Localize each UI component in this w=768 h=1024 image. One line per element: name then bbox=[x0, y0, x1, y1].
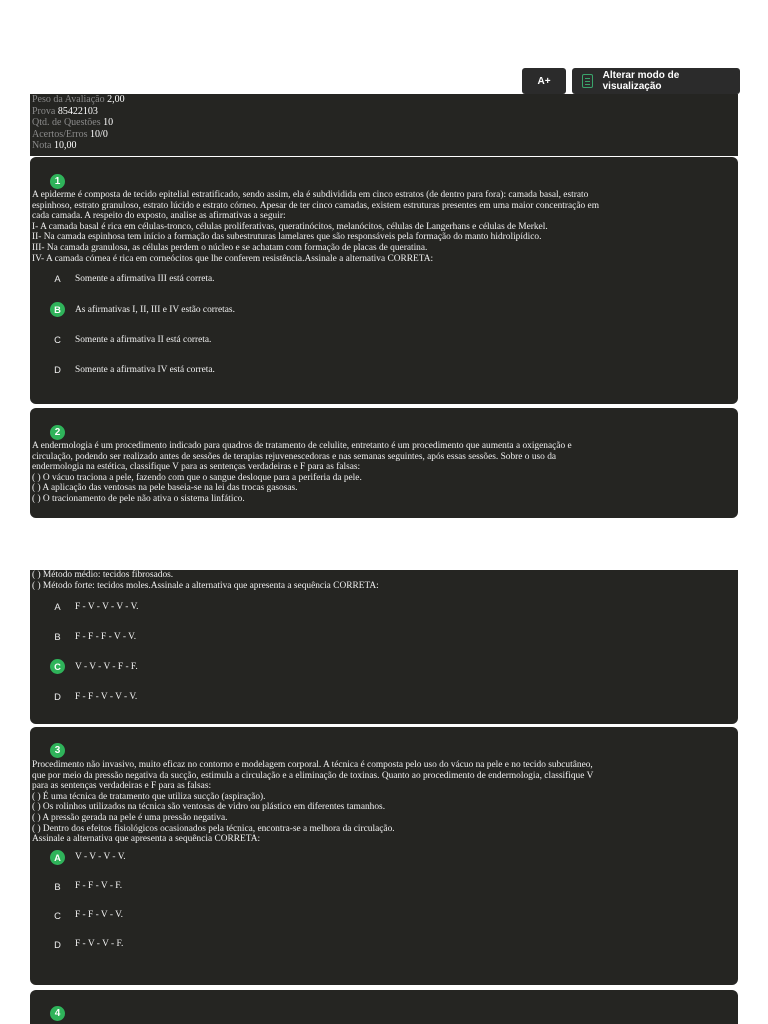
option-letter: B bbox=[54, 880, 61, 892]
answer-options bbox=[50, 271, 720, 377]
option-letter: B bbox=[54, 631, 61, 643]
question-card-2 bbox=[30, 408, 738, 518]
option-letter: C bbox=[54, 909, 61, 921]
answer-option[interactable]: A Somente a afirmativa III está correta. bbox=[50, 271, 720, 286]
answer-options bbox=[50, 599, 720, 704]
answer-options bbox=[50, 850, 720, 952]
correct-answer-badge: C bbox=[50, 659, 65, 674]
summary-row: Qtd. de Questões 10 bbox=[32, 117, 114, 128]
question-number-badge: 3 bbox=[50, 743, 65, 758]
question-text: ( ) Método médio: tecidos fibrosados. ( ) Método forte: tecidos moles.Assinale a alternativa que apresenta a sequência CORRETA: bbox=[32, 570, 379, 591]
question-card-2-continued bbox=[30, 570, 738, 724]
answer-option-correct[interactable]: C V - V - V - F - F. bbox=[50, 659, 720, 674]
question-number-badge: 4 bbox=[50, 1006, 65, 1021]
answer-option[interactable]: C Somente a afirmativa II está correta. bbox=[50, 332, 720, 347]
correct-answer-badge: B bbox=[50, 302, 65, 317]
question-text: Procedimento não invasivo, muito eficaz no contorno e modelagem corporal. A técnica é composta pelo uso do vácuo na pele e no tecido subcutâneo, que por meio da pressão negativa da sucção, estimula a circulação e a eliminação de toxinas. Quanto ao procedimento de endermologia, classifique V para as sentenças verdadeiras e F para as falsas: ( ) É uma técnica de tratamento que utiliza sucção (aspiração). ( ) Os rolinhos utilizados na técnica são ventosas de vidro ou plástico em diferentes tamanhos. ( ) A pressão gerada na pele é uma pressão negativa. ( ) Dentro dos efeitos fisiológicos ocasionados pela técnica, encontra-se a melhora da circulação. Assinale a alternativa que apresenta a sequência CORRETA: bbox=[32, 760, 594, 845]
answer-option[interactable]: D F - F - V - V - V. bbox=[50, 689, 720, 704]
answer-option[interactable]: B F - F - V - F. bbox=[50, 879, 720, 894]
option-letter: D bbox=[54, 691, 61, 703]
question-card-1 bbox=[30, 157, 738, 404]
correct-answer-badge: A bbox=[50, 850, 65, 865]
option-letter: D bbox=[54, 364, 61, 376]
exam-summary bbox=[30, 94, 738, 156]
summary-row: Nota 10,00 bbox=[32, 140, 77, 151]
document-list-icon bbox=[582, 74, 593, 88]
option-letter: A bbox=[54, 273, 61, 285]
answer-option[interactable]: A F - V - V - V - V. bbox=[50, 599, 720, 614]
change-view-mode-button[interactable] bbox=[572, 68, 740, 94]
question-text: A endermologia é um procedimento indicado para quadros de tratamento de celulite, entretanto é um procedimento que aumenta a oxigenação e circulação, podendo ser realizado antes de sessões de terapias rejuvenescedoras e nas semanas seguintes, após essas sessões. Sobre o uso da endermologia na estética, classifique V para as sentenças verdadeiras e F para as falsas: ( ) O vácuo traciona a pele, fazendo com que o sangue desloque para a periferia da pele. ( ) A aplicação das ventosas na pele baseia-se na lei das trocas gasosas. ( ) O tracionamento de pele não ativa o sistema linfático. bbox=[32, 441, 572, 504]
question-number-badge: 2 bbox=[50, 425, 65, 440]
option-letter: C bbox=[54, 334, 61, 346]
answer-option-correct[interactable]: A V - V - V - V. bbox=[50, 850, 720, 865]
change-view-mode-label: Alterar modo de visualização bbox=[602, 70, 680, 92]
question-text: A epiderme é composta de tecido epitelial estratificado, sendo assim, ela é subdividida em cinco estratos (de dentro para fora): camada basal, estrato espinhoso, estrato granuloso, estrato lúcido e estrato córneo. Apesar de ter cinco camadas, existem estruturas presentes em uma maior concentração em cada camada. A respeito do exposto, analise as afirmativas a seguir: I- A camada basal é rica em células-tronco, células proliferativas, queratinócitos, melanócitos, células de Langerhans e células de Merkel. II- Na camada espinhosa tem início a formação das subestruturas lamelares que são responsáveis pela formação do manto hidrolipídico. III- Na camada granulosa, as células perdem o núcleo e se achatam com formação de placas de queratina. IV- A camada córnea é rica em corneócitos que lhe conferem resistência.Assinale a alternativa CORRETA: bbox=[32, 190, 599, 264]
question-number-badge: 1 bbox=[50, 174, 65, 189]
summary-row: Prova 85422103 bbox=[32, 105, 98, 117]
answer-option[interactable]: D F - V - V - F. bbox=[50, 937, 720, 952]
toolbar bbox=[522, 68, 740, 94]
summary-row: Peso da Avaliação 2,00 bbox=[32, 94, 125, 105]
answer-option[interactable]: C F - F - V - V. bbox=[50, 908, 720, 923]
answer-option[interactable]: D Somente a afirmativa IV está correta. bbox=[50, 362, 720, 377]
answer-option[interactable]: B F - F - F - V - V. bbox=[50, 629, 720, 644]
summary-row: Acertos/Erros 10/0 bbox=[32, 128, 108, 140]
question-card-4 bbox=[30, 990, 738, 1024]
option-letter: A bbox=[54, 601, 61, 613]
question-card-3 bbox=[30, 727, 738, 985]
option-letter: D bbox=[54, 938, 61, 950]
font-size-button[interactable]: A+ bbox=[522, 68, 566, 94]
answer-option-correct[interactable]: B As afirmativas I, II, III e IV estão corretas. bbox=[50, 302, 720, 317]
